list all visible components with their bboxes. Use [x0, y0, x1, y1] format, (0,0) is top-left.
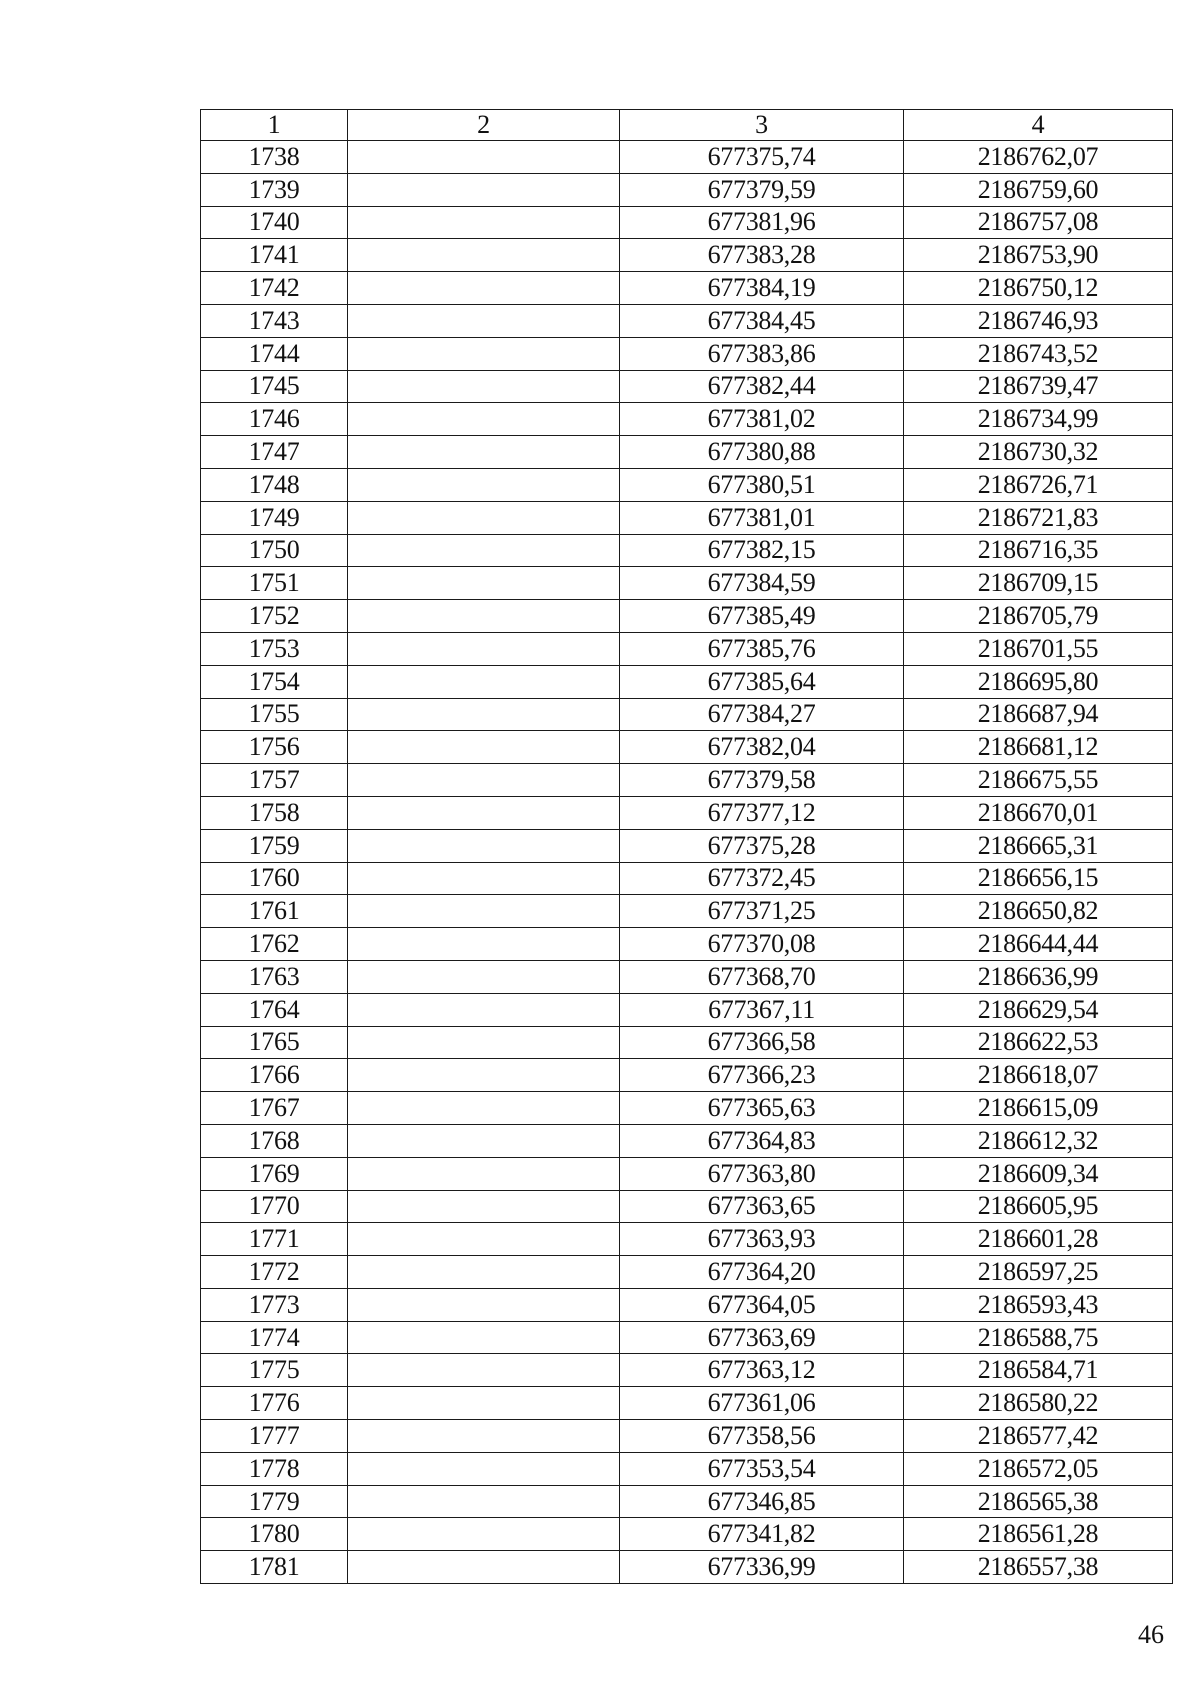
- description-cell: [348, 1420, 620, 1453]
- table-row: [201, 1059, 1173, 1092]
- y-coordinate-cell: 2186650,82: [904, 895, 1173, 928]
- y-coordinate-cell: 2186681,12: [904, 731, 1173, 764]
- y-coordinate-cell: 2186734,99: [904, 403, 1173, 436]
- point-number-cell: 1740: [201, 206, 348, 239]
- x-coordinate-cell: 677364,83: [620, 1124, 904, 1157]
- description-cell: [348, 206, 620, 239]
- y-coordinate-cell: 2186618,07: [904, 1059, 1173, 1092]
- y-coordinate-cell: 2186565,38: [904, 1485, 1173, 1518]
- description-cell: [348, 370, 620, 403]
- table-row: [201, 1223, 1173, 1256]
- x-coordinate-cell: 677346,85: [620, 1485, 904, 1518]
- y-coordinate-cell: 2186561,28: [904, 1518, 1173, 1551]
- description-cell: [348, 141, 620, 174]
- table-row: [201, 239, 1173, 272]
- description-cell: [348, 1092, 620, 1125]
- y-coordinate-cell: 2186730,32: [904, 436, 1173, 469]
- table-row: [201, 1452, 1173, 1485]
- y-coordinate-cell: 2186675,55: [904, 764, 1173, 797]
- point-number-cell: 1779: [201, 1485, 348, 1518]
- x-coordinate-cell: 677384,59: [620, 567, 904, 600]
- y-coordinate-cell: 2186721,83: [904, 501, 1173, 534]
- description-cell: [348, 272, 620, 305]
- table-row: [201, 928, 1173, 961]
- table-row: [201, 1288, 1173, 1321]
- point-number-cell: 1741: [201, 239, 348, 272]
- table-row: [201, 337, 1173, 370]
- description-cell: [348, 534, 620, 567]
- y-coordinate-cell: 2186580,22: [904, 1387, 1173, 1420]
- description-cell: [348, 796, 620, 829]
- x-coordinate-cell: 677367,11: [620, 993, 904, 1026]
- point-number-cell: 1763: [201, 960, 348, 993]
- table-row: [201, 796, 1173, 829]
- x-coordinate-cell: 677375,28: [620, 829, 904, 862]
- x-coordinate-cell: 677383,28: [620, 239, 904, 272]
- table-row: [201, 829, 1173, 862]
- y-coordinate-cell: 2186605,95: [904, 1190, 1173, 1223]
- x-coordinate-cell: 677363,69: [620, 1321, 904, 1354]
- description-cell: [348, 337, 620, 370]
- point-number-cell: 1739: [201, 173, 348, 206]
- point-number-cell: 1769: [201, 1157, 348, 1190]
- y-coordinate-cell: 2186750,12: [904, 272, 1173, 305]
- description-cell: [348, 1059, 620, 1092]
- description-cell: [348, 1190, 620, 1223]
- point-number-cell: 1738: [201, 141, 348, 174]
- y-coordinate-cell: 2186588,75: [904, 1321, 1173, 1354]
- table-row: [201, 1124, 1173, 1157]
- table-row: [201, 1485, 1173, 1518]
- table-row: [201, 960, 1173, 993]
- x-coordinate-cell: 677364,20: [620, 1256, 904, 1289]
- x-coordinate-cell: 677366,23: [620, 1059, 904, 1092]
- y-coordinate-cell: 2186757,08: [904, 206, 1173, 239]
- point-number-cell: 1771: [201, 1223, 348, 1256]
- x-coordinate-cell: 677363,93: [620, 1223, 904, 1256]
- x-coordinate-cell: 677364,05: [620, 1288, 904, 1321]
- x-coordinate-cell: 677383,86: [620, 337, 904, 370]
- y-coordinate-cell: 2186612,32: [904, 1124, 1173, 1157]
- y-coordinate-cell: 2186762,07: [904, 141, 1173, 174]
- point-number-cell: 1756: [201, 731, 348, 764]
- table-header-row: [201, 110, 1173, 141]
- point-number-cell: 1754: [201, 665, 348, 698]
- table-row: [201, 141, 1173, 174]
- description-cell: [348, 1321, 620, 1354]
- table-row: [201, 1354, 1173, 1387]
- x-coordinate-cell: 677377,12: [620, 796, 904, 829]
- table-row: [201, 1321, 1173, 1354]
- x-coordinate-cell: 677370,08: [620, 928, 904, 961]
- y-coordinate-cell: 2186636,99: [904, 960, 1173, 993]
- point-number-cell: 1762: [201, 928, 348, 961]
- description-cell: [348, 1288, 620, 1321]
- x-coordinate-cell: 677371,25: [620, 895, 904, 928]
- x-coordinate-cell: 677385,49: [620, 600, 904, 633]
- x-coordinate-cell: 677385,64: [620, 665, 904, 698]
- x-coordinate-cell: 677382,44: [620, 370, 904, 403]
- y-coordinate-cell: 2186705,79: [904, 600, 1173, 633]
- x-coordinate-cell: 677384,27: [620, 698, 904, 731]
- coordinates-table: [200, 109, 1173, 1584]
- table-row: [201, 501, 1173, 534]
- description-cell: [348, 632, 620, 665]
- y-coordinate-cell: 2186584,71: [904, 1354, 1173, 1387]
- point-number-cell: 1766: [201, 1059, 348, 1092]
- table-row: [201, 1387, 1173, 1420]
- y-coordinate-cell: 2186670,01: [904, 796, 1173, 829]
- description-cell: [348, 960, 620, 993]
- table-row: [201, 1190, 1173, 1223]
- table-row: [201, 173, 1173, 206]
- table-body: [201, 141, 1173, 1584]
- point-number-cell: 1773: [201, 1288, 348, 1321]
- description-cell: [348, 1452, 620, 1485]
- point-number-cell: 1742: [201, 272, 348, 305]
- y-coordinate-cell: 2186746,93: [904, 304, 1173, 337]
- y-coordinate-cell: 2186656,15: [904, 862, 1173, 895]
- point-number-cell: 1744: [201, 337, 348, 370]
- description-cell: [348, 600, 620, 633]
- column-header-3: 3: [620, 110, 904, 141]
- y-coordinate-cell: 2186726,71: [904, 468, 1173, 501]
- y-coordinate-cell: 2186577,42: [904, 1420, 1173, 1453]
- description-cell: [348, 928, 620, 961]
- description-cell: [348, 1124, 620, 1157]
- table-row: [201, 436, 1173, 469]
- x-coordinate-cell: 677341,82: [620, 1518, 904, 1551]
- x-coordinate-cell: 677382,15: [620, 534, 904, 567]
- table-row: [201, 468, 1173, 501]
- x-coordinate-cell: 677381,02: [620, 403, 904, 436]
- description-cell: [348, 1223, 620, 1256]
- y-coordinate-cell: 2186665,31: [904, 829, 1173, 862]
- table-row: [201, 534, 1173, 567]
- description-cell: [348, 731, 620, 764]
- y-coordinate-cell: 2186615,09: [904, 1092, 1173, 1125]
- y-coordinate-cell: 2186716,35: [904, 534, 1173, 567]
- description-cell: [348, 1551, 620, 1584]
- table-row: [201, 403, 1173, 436]
- point-number-cell: 1748: [201, 468, 348, 501]
- description-cell: [348, 304, 620, 337]
- x-coordinate-cell: 677363,65: [620, 1190, 904, 1223]
- point-number-cell: 1759: [201, 829, 348, 862]
- table-row: [201, 206, 1173, 239]
- description-cell: [348, 436, 620, 469]
- table-row: [201, 764, 1173, 797]
- table-header: [201, 110, 1173, 141]
- point-number-cell: 1761: [201, 895, 348, 928]
- x-coordinate-cell: 677379,58: [620, 764, 904, 797]
- point-number-cell: 1746: [201, 403, 348, 436]
- x-coordinate-cell: 677353,54: [620, 1452, 904, 1485]
- table-row: [201, 895, 1173, 928]
- y-coordinate-cell: 2186572,05: [904, 1452, 1173, 1485]
- point-number-cell: 1752: [201, 600, 348, 633]
- x-coordinate-cell: 677361,06: [620, 1387, 904, 1420]
- point-number-cell: 1753: [201, 632, 348, 665]
- y-coordinate-cell: 2186601,28: [904, 1223, 1173, 1256]
- point-number-cell: 1751: [201, 567, 348, 600]
- table-row: [201, 370, 1173, 403]
- description-cell: [348, 468, 620, 501]
- y-coordinate-cell: 2186695,80: [904, 665, 1173, 698]
- y-coordinate-cell: 2186597,25: [904, 1256, 1173, 1289]
- y-coordinate-cell: 2186557,38: [904, 1551, 1173, 1584]
- page-number: 46: [1138, 1620, 1164, 1649]
- y-coordinate-cell: 2186622,53: [904, 1026, 1173, 1059]
- column-header-4: 4: [904, 110, 1173, 141]
- x-coordinate-cell: 677384,19: [620, 272, 904, 305]
- point-number-cell: 1776: [201, 1387, 348, 1420]
- description-cell: [348, 1256, 620, 1289]
- description-cell: [348, 698, 620, 731]
- table-row: [201, 1518, 1173, 1551]
- table-row: [201, 600, 1173, 633]
- x-coordinate-cell: 677385,76: [620, 632, 904, 665]
- point-number-cell: 1764: [201, 993, 348, 1026]
- x-coordinate-cell: 677381,01: [620, 501, 904, 534]
- description-cell: [348, 862, 620, 895]
- column-header-1: 1: [201, 110, 348, 141]
- x-coordinate-cell: 677382,04: [620, 731, 904, 764]
- description-cell: [348, 173, 620, 206]
- table-row: [201, 304, 1173, 337]
- table-row: [201, 1420, 1173, 1453]
- description-cell: [348, 829, 620, 862]
- description-cell: [348, 1518, 620, 1551]
- x-coordinate-cell: 677365,63: [620, 1092, 904, 1125]
- description-cell: [348, 1157, 620, 1190]
- table-row: [201, 862, 1173, 895]
- y-coordinate-cell: 2186687,94: [904, 698, 1173, 731]
- table-row: [201, 1026, 1173, 1059]
- description-cell: [348, 403, 620, 436]
- x-coordinate-cell: 677363,12: [620, 1354, 904, 1387]
- x-coordinate-cell: 677375,74: [620, 141, 904, 174]
- y-coordinate-cell: 2186629,54: [904, 993, 1173, 1026]
- description-cell: [348, 1026, 620, 1059]
- point-number-cell: 1770: [201, 1190, 348, 1223]
- y-coordinate-cell: 2186709,15: [904, 567, 1173, 600]
- point-number-cell: 1775: [201, 1354, 348, 1387]
- point-number-cell: 1749: [201, 501, 348, 534]
- point-number-cell: 1778: [201, 1452, 348, 1485]
- x-coordinate-cell: 677379,59: [620, 173, 904, 206]
- table-row: [201, 632, 1173, 665]
- y-coordinate-cell: 2186743,52: [904, 337, 1173, 370]
- description-cell: [348, 764, 620, 797]
- description-cell: [348, 239, 620, 272]
- table-row: [201, 1256, 1173, 1289]
- table-row: [201, 1551, 1173, 1584]
- point-number-cell: 1760: [201, 862, 348, 895]
- description-cell: [348, 895, 620, 928]
- table-row: [201, 1157, 1173, 1190]
- point-number-cell: 1745: [201, 370, 348, 403]
- point-number-cell: 1743: [201, 304, 348, 337]
- table-row: [201, 272, 1173, 305]
- x-coordinate-cell: 677336,99: [620, 1551, 904, 1584]
- x-coordinate-cell: 677380,51: [620, 468, 904, 501]
- point-number-cell: 1757: [201, 764, 348, 797]
- table-row: [201, 698, 1173, 731]
- x-coordinate-cell: 677380,88: [620, 436, 904, 469]
- x-coordinate-cell: 677381,96: [620, 206, 904, 239]
- point-number-cell: 1755: [201, 698, 348, 731]
- column-header-2: 2: [348, 110, 620, 141]
- description-cell: [348, 567, 620, 600]
- point-number-cell: 1758: [201, 796, 348, 829]
- point-number-cell: 1747: [201, 436, 348, 469]
- point-number-cell: 1768: [201, 1124, 348, 1157]
- x-coordinate-cell: 677368,70: [620, 960, 904, 993]
- table-row: [201, 1092, 1173, 1125]
- table-row: [201, 665, 1173, 698]
- x-coordinate-cell: 677372,45: [620, 862, 904, 895]
- y-coordinate-cell: 2186753,90: [904, 239, 1173, 272]
- y-coordinate-cell: 2186759,60: [904, 173, 1173, 206]
- table-row: [201, 567, 1173, 600]
- point-number-cell: 1777: [201, 1420, 348, 1453]
- x-coordinate-cell: 677366,58: [620, 1026, 904, 1059]
- y-coordinate-cell: 2186609,34: [904, 1157, 1173, 1190]
- y-coordinate-cell: 2186701,55: [904, 632, 1173, 665]
- x-coordinate-cell: 677384,45: [620, 304, 904, 337]
- description-cell: [348, 665, 620, 698]
- point-number-cell: 1767: [201, 1092, 348, 1125]
- y-coordinate-cell: 2186739,47: [904, 370, 1173, 403]
- y-coordinate-cell: 2186593,43: [904, 1288, 1173, 1321]
- table-row: [201, 993, 1173, 1026]
- point-number-cell: 1781: [201, 1551, 348, 1584]
- description-cell: [348, 501, 620, 534]
- table-row: [201, 731, 1173, 764]
- point-number-cell: 1780: [201, 1518, 348, 1551]
- point-number-cell: 1750: [201, 534, 348, 567]
- description-cell: [348, 1485, 620, 1518]
- x-coordinate-cell: 677358,56: [620, 1420, 904, 1453]
- description-cell: [348, 1387, 620, 1420]
- y-coordinate-cell: 2186644,44: [904, 928, 1173, 961]
- x-coordinate-cell: 677363,80: [620, 1157, 904, 1190]
- description-cell: [348, 1354, 620, 1387]
- description-cell: [348, 993, 620, 1026]
- point-number-cell: 1772: [201, 1256, 348, 1289]
- point-number-cell: 1774: [201, 1321, 348, 1354]
- point-number-cell: 1765: [201, 1026, 348, 1059]
